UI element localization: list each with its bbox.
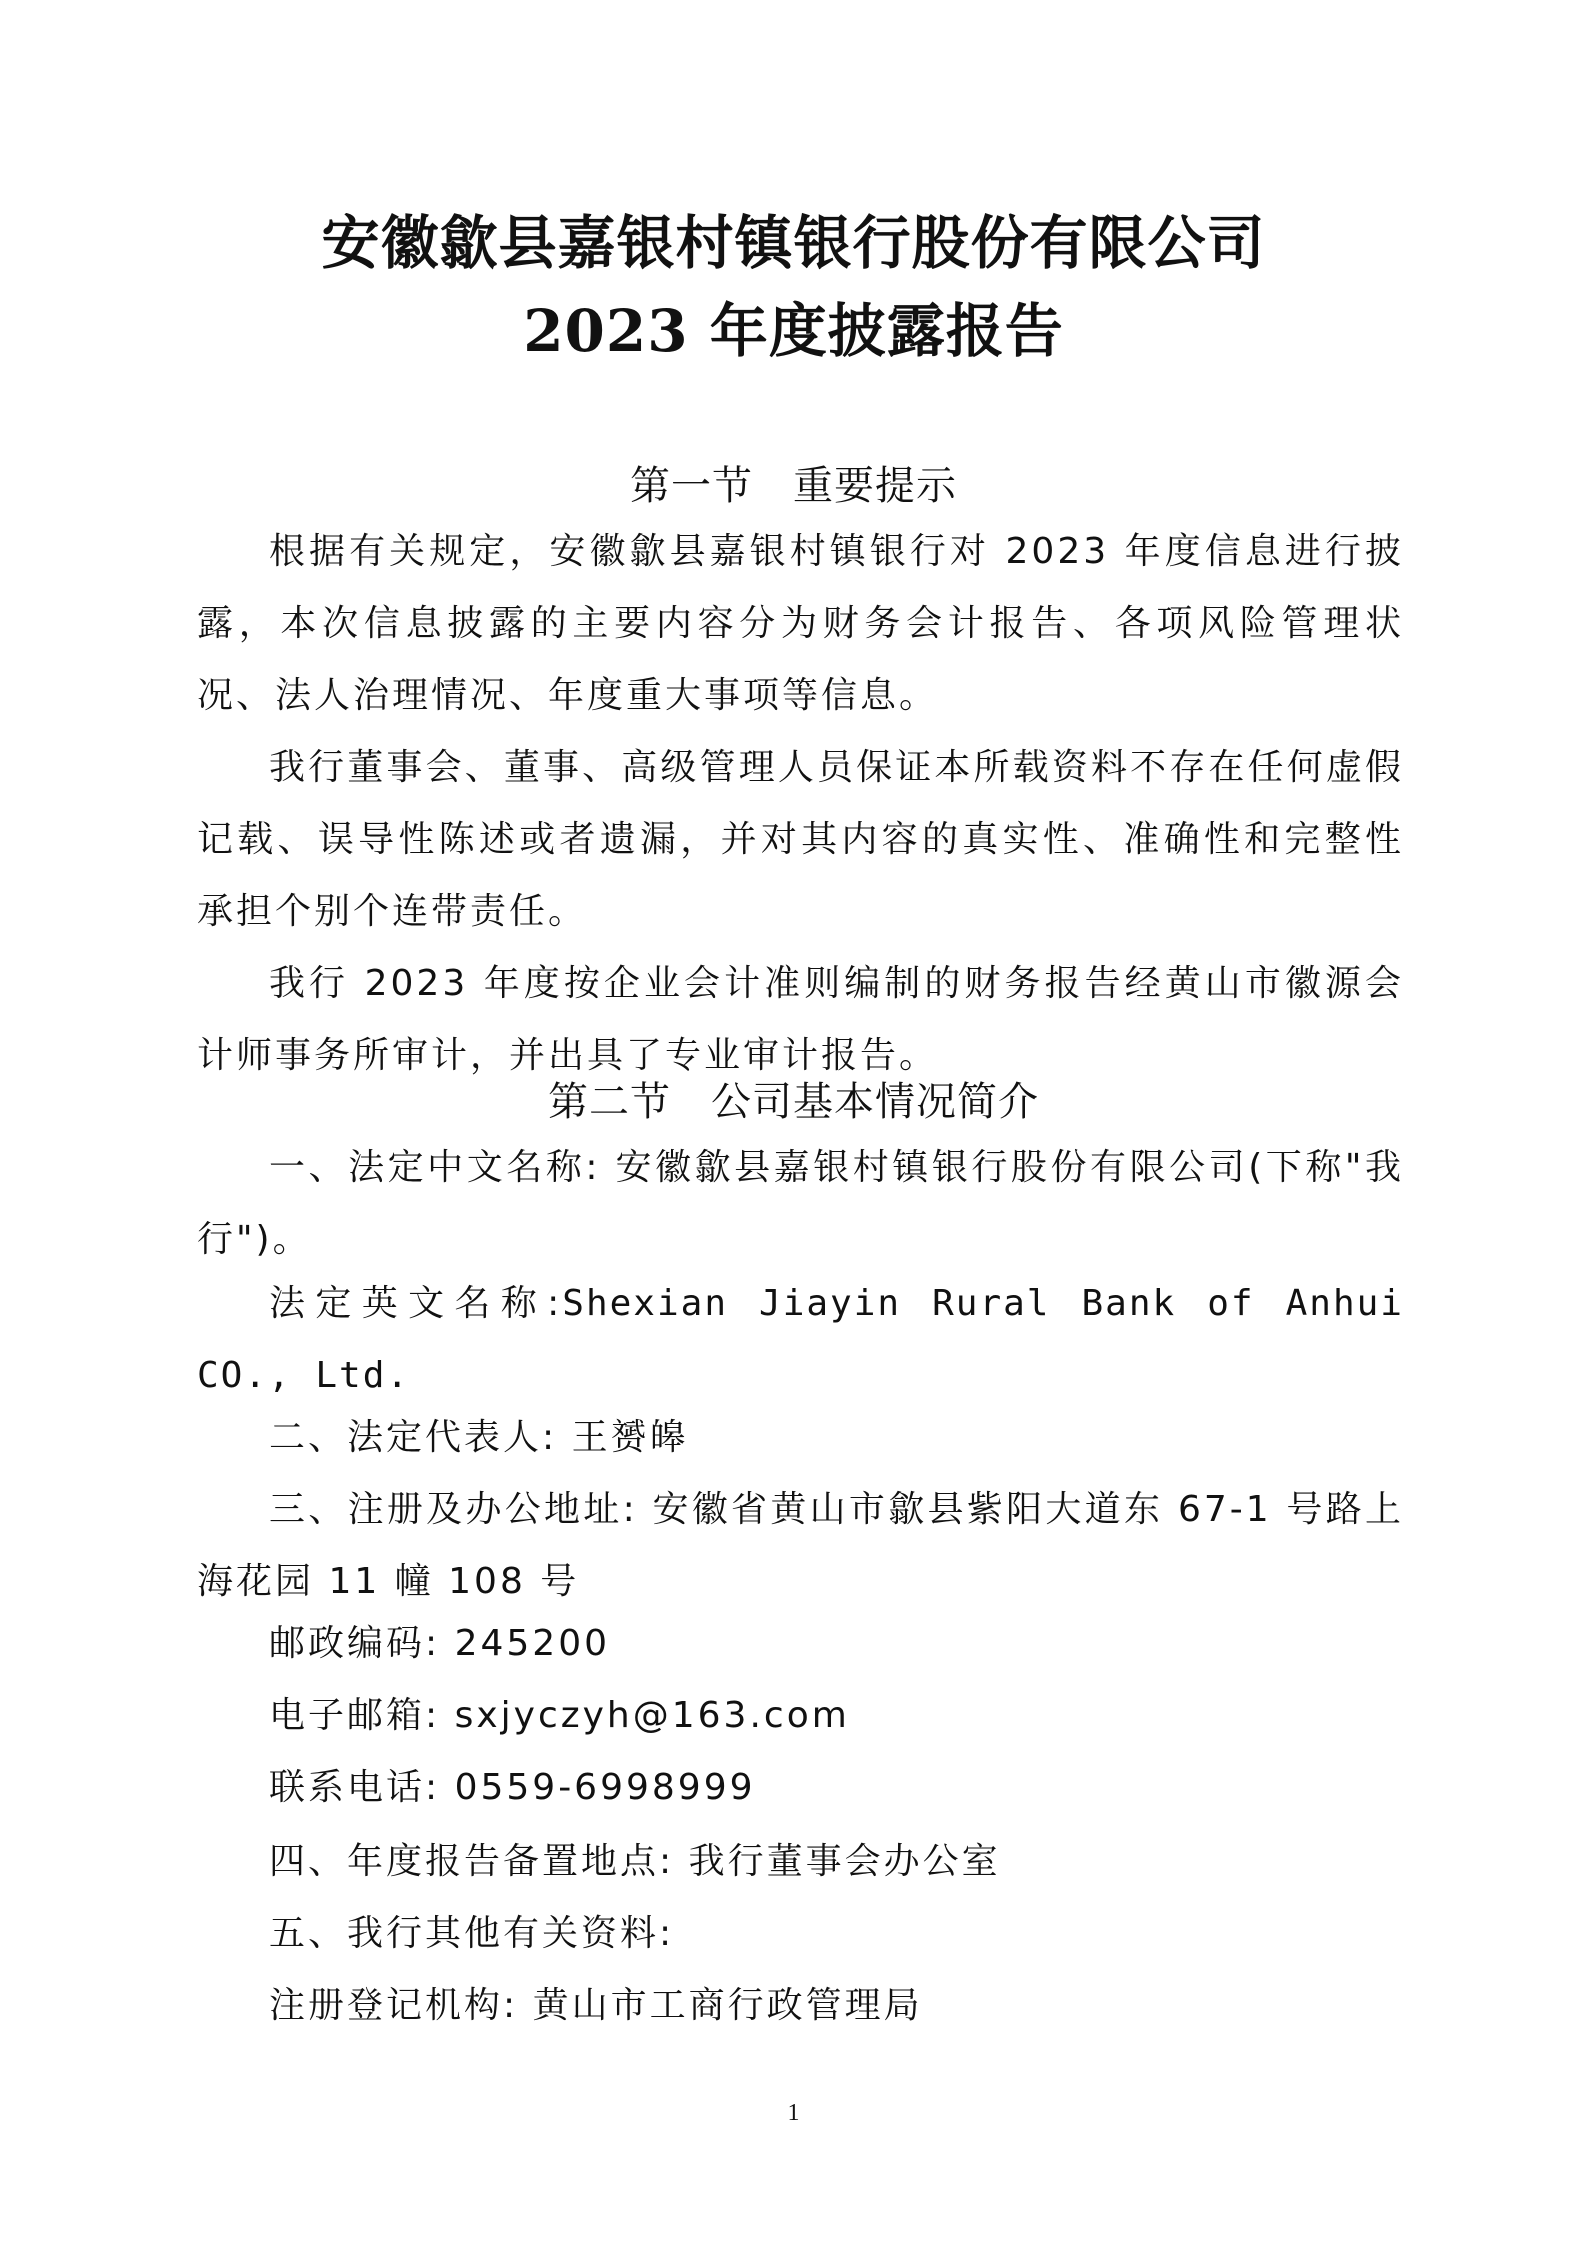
legal-representative: 二、法定代表人: 王赟皞 (269, 1417, 689, 1458)
report-location: 四、年度报告备置地点: 我行董事会办公室 (269, 1841, 1001, 1882)
contact-phone: 联系电话: 0559-6998999 (269, 1767, 756, 1808)
section1-heading-number: 第一节 (630, 463, 753, 509)
page-number: 1 (787, 2100, 800, 2126)
legal-english-name-label: 法定英文名称: (269, 1283, 563, 1324)
legal-english-name-value: Shexian Jiayin Rural Bank of Anhui CO., Ltd. (197, 1283, 1404, 1396)
other-information: 五、我行其他有关资料: (269, 1913, 675, 1954)
section1-heading (0, 458, 1587, 514)
section2-heading-number: 第二节 (548, 1079, 671, 1125)
section2-heading-text: 公司基本情况简介 (711, 1079, 1039, 1125)
registration-authority: 注册登记机构: 黄山市工商行政管理局 (269, 1985, 923, 2026)
section2-heading (0, 1074, 1587, 1130)
section1-paragraph-3: 我行 2023 年度按企业会计准则编制的财务报告经黄山市徽源会计师事务所审计，并出具了专业审计报告。 (197, 963, 1404, 1076)
registered-address: 三、注册及办公地址: 安徽省黄山市歙县紫阳大道东 67-1 号路上海花园 11 幢 108 号 (197, 1489, 1404, 1602)
section1-paragraph-1: 根据有关规定，安徽歙县嘉银村镇银行对 2023 年度信息进行披露，本次信息披露的主要内容分为财务会计报告、各项风险管理状况、法人治理情况、年度重大事项等信息。 (197, 531, 1404, 716)
document-title-line1: 安徽歙县嘉银村镇银行股份有限公司 (321, 209, 1266, 277)
legal-chinese-name: 一、法定中文名称: 安徽歙县嘉银村镇银行股份有限公司(下称"我行")。 (197, 1147, 1404, 1260)
postal-code: 邮政编码: 245200 (269, 1623, 610, 1664)
section1-heading-text: 重要提示 (793, 463, 957, 509)
legal-english-name (197, 1268, 1404, 1412)
section1-paragraph-2: 我行董事会、董事、高级管理人员保证本所载资料不存在任何虚假记载、误导性陈述或者遗漏，并对其内容的真实性、准确性和完整性承担个别个连带责任。 (197, 747, 1404, 932)
document-title-line2: 2023 年度披露报告 (523, 297, 1064, 365)
email-address: 电子邮箱: sxjyczyh@163.com (269, 1695, 850, 1736)
